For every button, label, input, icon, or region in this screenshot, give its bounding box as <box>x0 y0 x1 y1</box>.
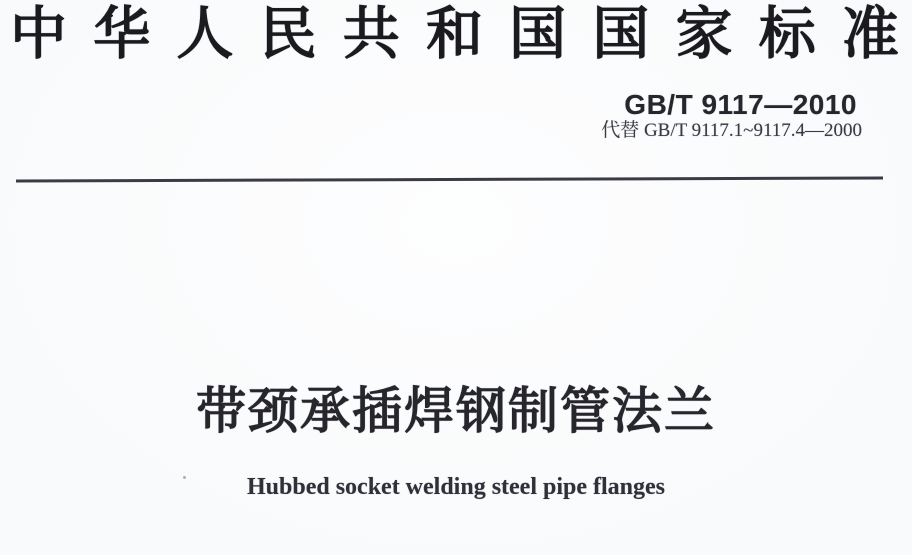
national-standard-heading <box>10 5 899 64</box>
heading-char: 和 <box>425 3 483 66</box>
heading-char: 人 <box>176 3 234 66</box>
scan-speck <box>183 476 186 479</box>
heading-char: 共 <box>342 3 400 66</box>
standard-code: GB/T 9117—2010 <box>624 89 857 120</box>
replaces-note: 代替 GB/T 9117.1~9117.4—2000 <box>601 120 862 141</box>
heading-char: 国 <box>509 3 567 66</box>
heading-char: 家 <box>675 3 733 66</box>
heading-char: 民 <box>259 3 317 66</box>
heading-char: 华 <box>93 3 151 66</box>
heading-char: 国 <box>592 3 650 66</box>
heading-char: 准 <box>841 3 899 66</box>
document-title-zh: 带颈承插焊钢制管法兰 <box>196 383 716 439</box>
heading-char: 中 <box>10 3 67 66</box>
header-divider-rule <box>16 176 883 182</box>
document-title-en: Hubbed socket welding steel pipe flanges <box>246 474 666 500</box>
heading-char: 标 <box>758 3 816 66</box>
